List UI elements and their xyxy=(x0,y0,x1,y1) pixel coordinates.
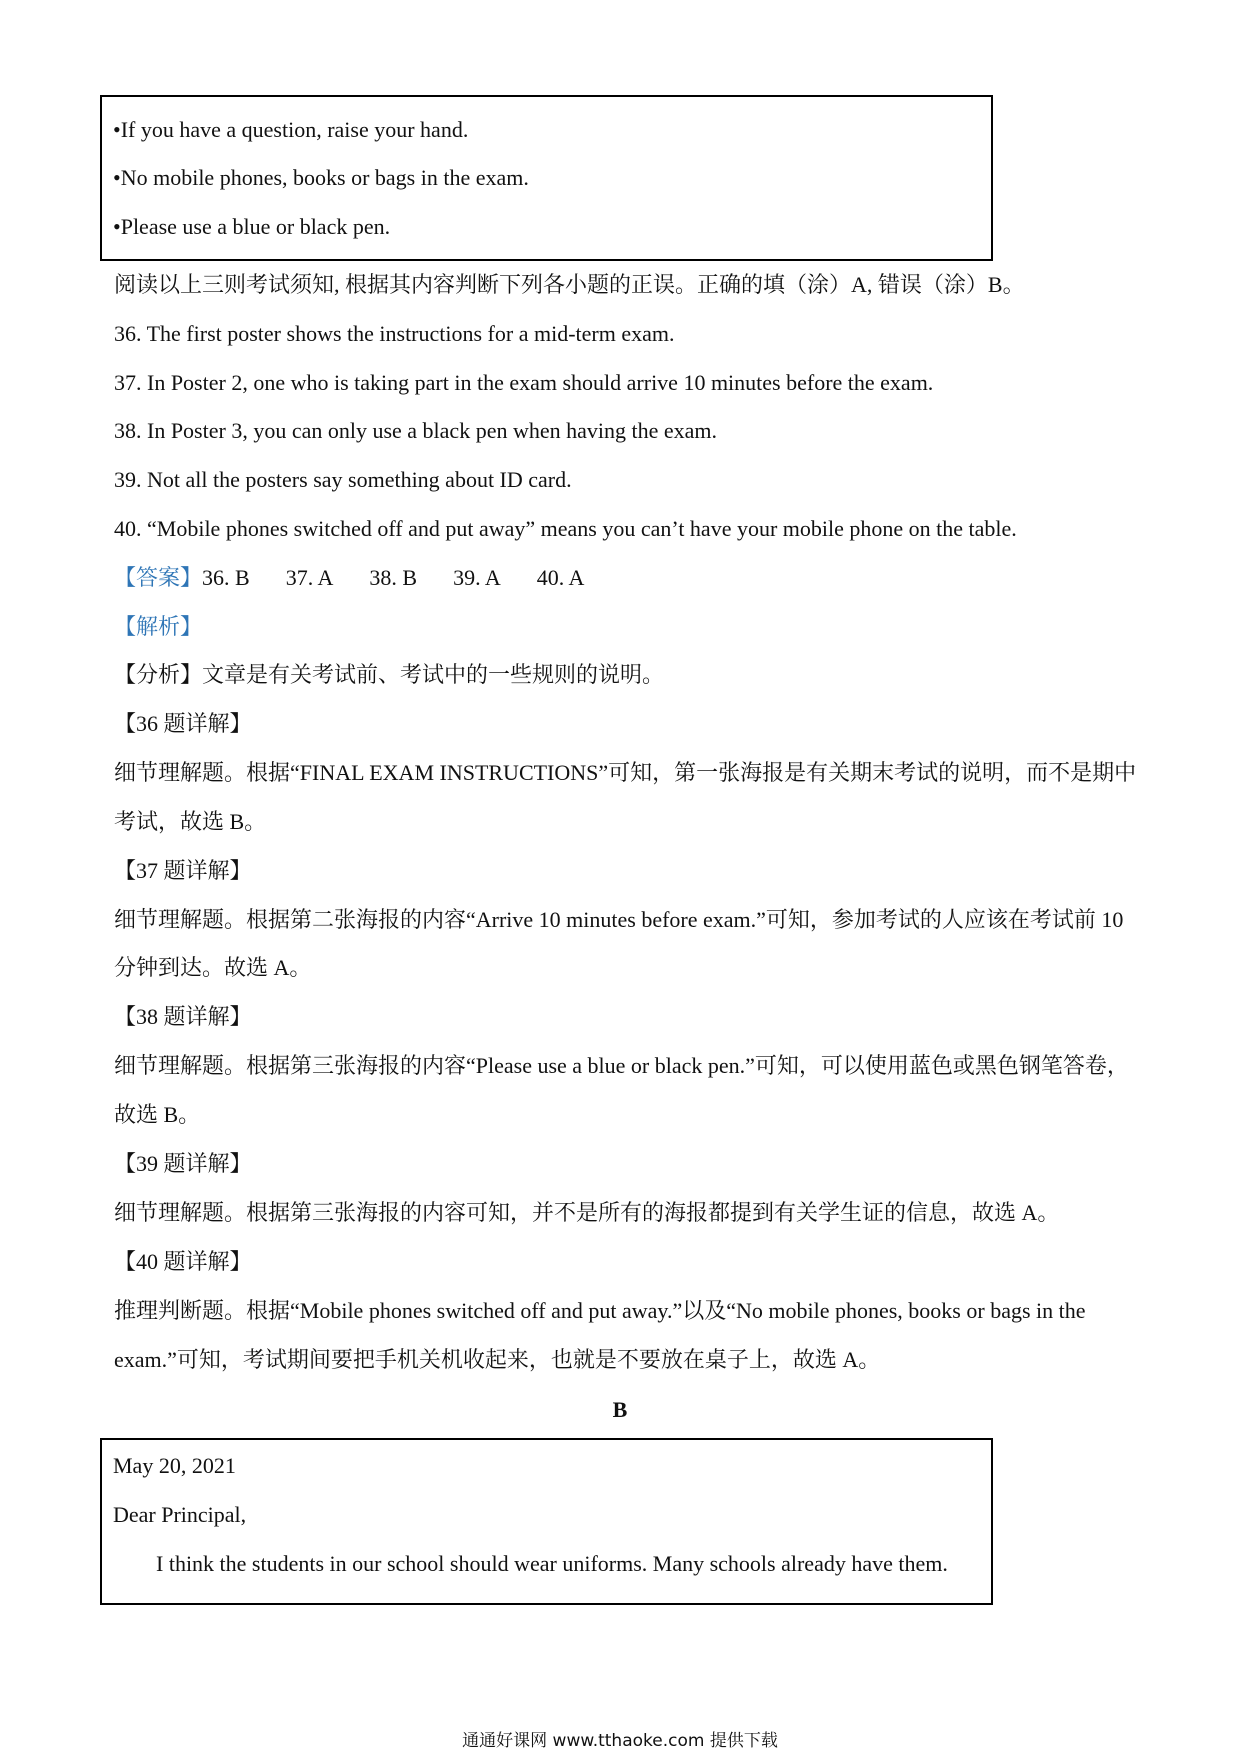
instruction-text: 阅读以上三则考试须知, 根据其内容判断下列各小题的正误。正确的填（涂）A, 错误（涂）B。 xyxy=(114,272,1025,297)
answer-item: 38. B xyxy=(369,565,418,590)
question-37: 37. In Poster 2, one who is taking part in the exam should arrive 10 minutes before the exam. xyxy=(114,370,934,395)
question-39: 39. Not all the posters say something about ID card. xyxy=(114,467,572,492)
detail-line: exam.”可知，考试期间要把手机关机收起来，也就是不要放在桌子上，故选 A。 xyxy=(114,1347,881,1372)
detail-line: 故选 B。 xyxy=(114,1102,201,1127)
detail-line: 细节理解题。根据第三张海报的内容可知，并不是所有的海报都提到有关学生证的信息，故选 A。 xyxy=(114,1200,1060,1225)
poster-line: •Please use a blue or black pen. xyxy=(113,214,391,239)
question-36: 36. The first poster shows the instructions for a mid-term exam. xyxy=(114,321,675,346)
letter-greeting: Dear Principal, xyxy=(113,1502,247,1527)
detail-line: 推理判断题。根据“Mobile phones switched off and put away.”以及“No mobile phones, books or bags in the xyxy=(114,1298,1086,1323)
detail-line: 考试，故选 B。 xyxy=(114,809,267,834)
detail-heading-38: 【38 题详解】 xyxy=(114,1004,252,1029)
detail-heading-39: 【39 题详解】 xyxy=(114,1151,252,1176)
section-title: B xyxy=(612,1397,628,1422)
answers-label: 【答案】 xyxy=(114,565,203,590)
answer-item: 39. A xyxy=(453,565,501,590)
poster-line: •If you have a question, raise your hand. xyxy=(113,117,469,142)
answers-row xyxy=(114,565,620,591)
detail-line: 细节理解题。根据第二张海报的内容“Arrive 10 minutes before exam.”可知，参加考试的人应该在考试前 10 xyxy=(114,907,1124,932)
detail-heading-40: 【40 题详解】 xyxy=(114,1249,252,1274)
detail-line: 分钟到达。故选 A。 xyxy=(114,955,312,980)
answer-item: 37. A xyxy=(285,565,334,590)
analysis-summary: 【分析】文章是有关考试前、考试中的一些规则的说明。 xyxy=(114,662,665,687)
answer-item: 40. A xyxy=(536,565,585,590)
detail-heading-36: 【36 题详解】 xyxy=(114,711,252,736)
question-40: 40. “Mobile phones switched off and put away” means you can’t have your mobile phone on the table. xyxy=(114,516,1017,541)
answer-item: 36. B xyxy=(202,565,250,590)
page-footer: 通通好课网 www.tthaoke.com 提供下载 xyxy=(462,1731,778,1751)
question-38: 38. In Poster 3, you can only use a black pen when having the exam. xyxy=(114,418,718,443)
letter-body: I think the students in our school should wear uniforms. Many schools already have them. xyxy=(156,1551,948,1576)
letter-date: May 20, 2021 xyxy=(113,1453,236,1478)
detail-line: 细节理解题。根据“FINAL EXAM INSTRUCTIONS”可知，第一张海报是有关期末考试的说明，而不是期中 xyxy=(114,760,1137,785)
detail-heading-37: 【37 题详解】 xyxy=(114,858,252,883)
detail-line: 细节理解题。根据第三张海报的内容“Please use a blue or black pen.”可知，可以使用蓝色或黑色钢笔答卷， xyxy=(114,1053,1129,1078)
analysis-label: 【解析】 xyxy=(114,614,203,639)
poster-line: •No mobile phones, books or bags in the exam. xyxy=(113,165,529,190)
